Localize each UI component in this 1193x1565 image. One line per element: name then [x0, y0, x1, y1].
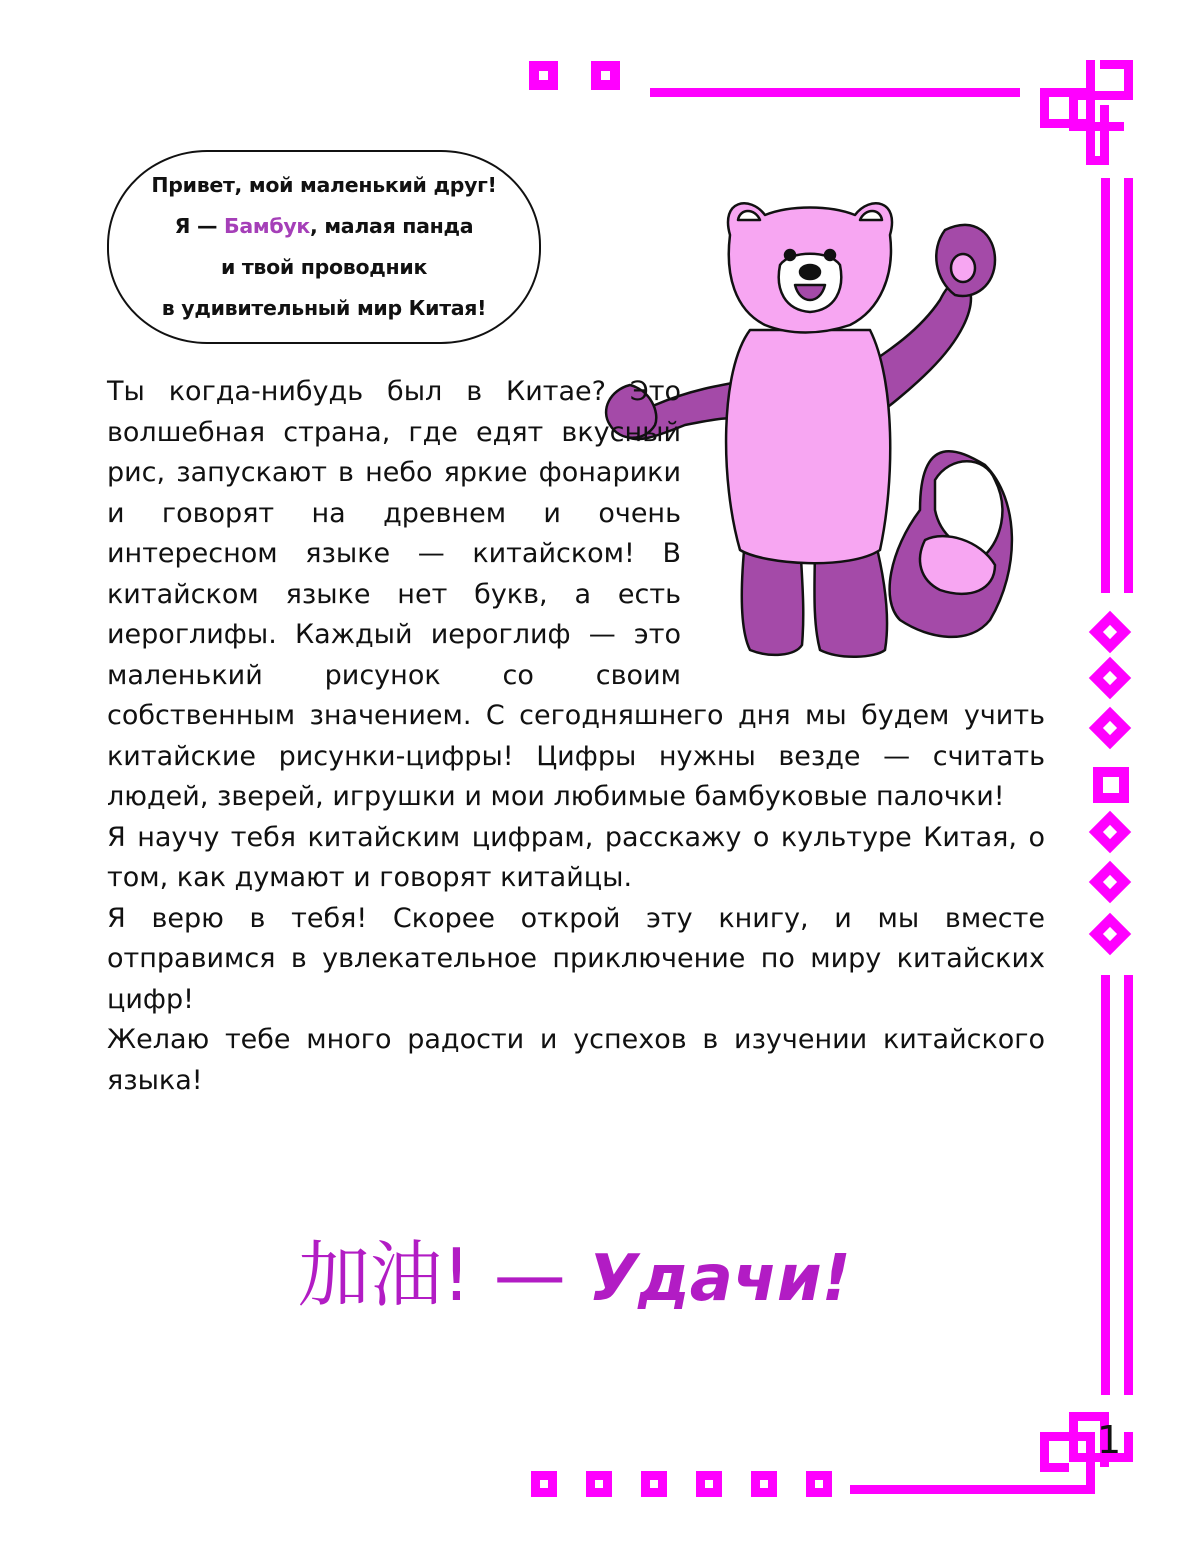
paragraph-1: Ты когда-нибудь был в Китае? Это волшебная страна, где едят вкусный рис, запускают в небо яркие фонарики и говорят на древнем и очень интересном языке — китайском! В китайском языке нет букв, а есть иероглифы. Каждый иероглиф — это маленький рисунок со своим собственным значением. С сегодняшнего дня мы будем учить китайские рисунки-цифры! Цифры нужны везде — считать людей, зверей, игрушки и мои любимые бамбуковые палочки! [107, 376, 1045, 812]
paragraph-4: Желаю тебе много радости и успехов в изучении китайского языка! [107, 1024, 1045, 1096]
top-right-corner-ornament [1040, 60, 1133, 165]
paragraph-3: Я верю в тебя! Скорее открой эту книгу, и мы вместе отправимся в увлекательное приключение по миру китайских цифр! [107, 902, 1045, 1015]
bubble-line-3: и твой проводник [220, 255, 428, 279]
motto-russian: Удачи! [588, 1242, 851, 1316]
motto-chinese: 加油! [298, 1233, 471, 1317]
motto-dash: — [470, 1233, 589, 1317]
page-number: 1 [1097, 1418, 1122, 1462]
bubble-line-1: Привет, мой маленький друг! [151, 173, 497, 197]
right-diamond-ornaments [1089, 611, 1131, 955]
intro-text [107, 372, 1045, 1101]
bubble-line-2-suffix: , малая панда [310, 214, 474, 238]
illustration-spacer [681, 372, 1045, 690]
panda-name: Бамбук [224, 214, 311, 238]
bubble-line-2-prefix: Я — [174, 214, 224, 238]
bottom-square-ornament [531, 1471, 832, 1497]
paragraph-2: Я научу тебя китайским цифрам, расскажу о культуре Китая, о том, как думают и говорят китайцы. [107, 821, 1045, 893]
bubble-line-2 [175, 206, 474, 247]
top-square-ornament [529, 61, 620, 90]
speech-bubble [107, 150, 541, 344]
good-luck-motto [298, 1232, 851, 1322]
bubble-line-4: в удивительный мир Китая! [161, 296, 487, 320]
